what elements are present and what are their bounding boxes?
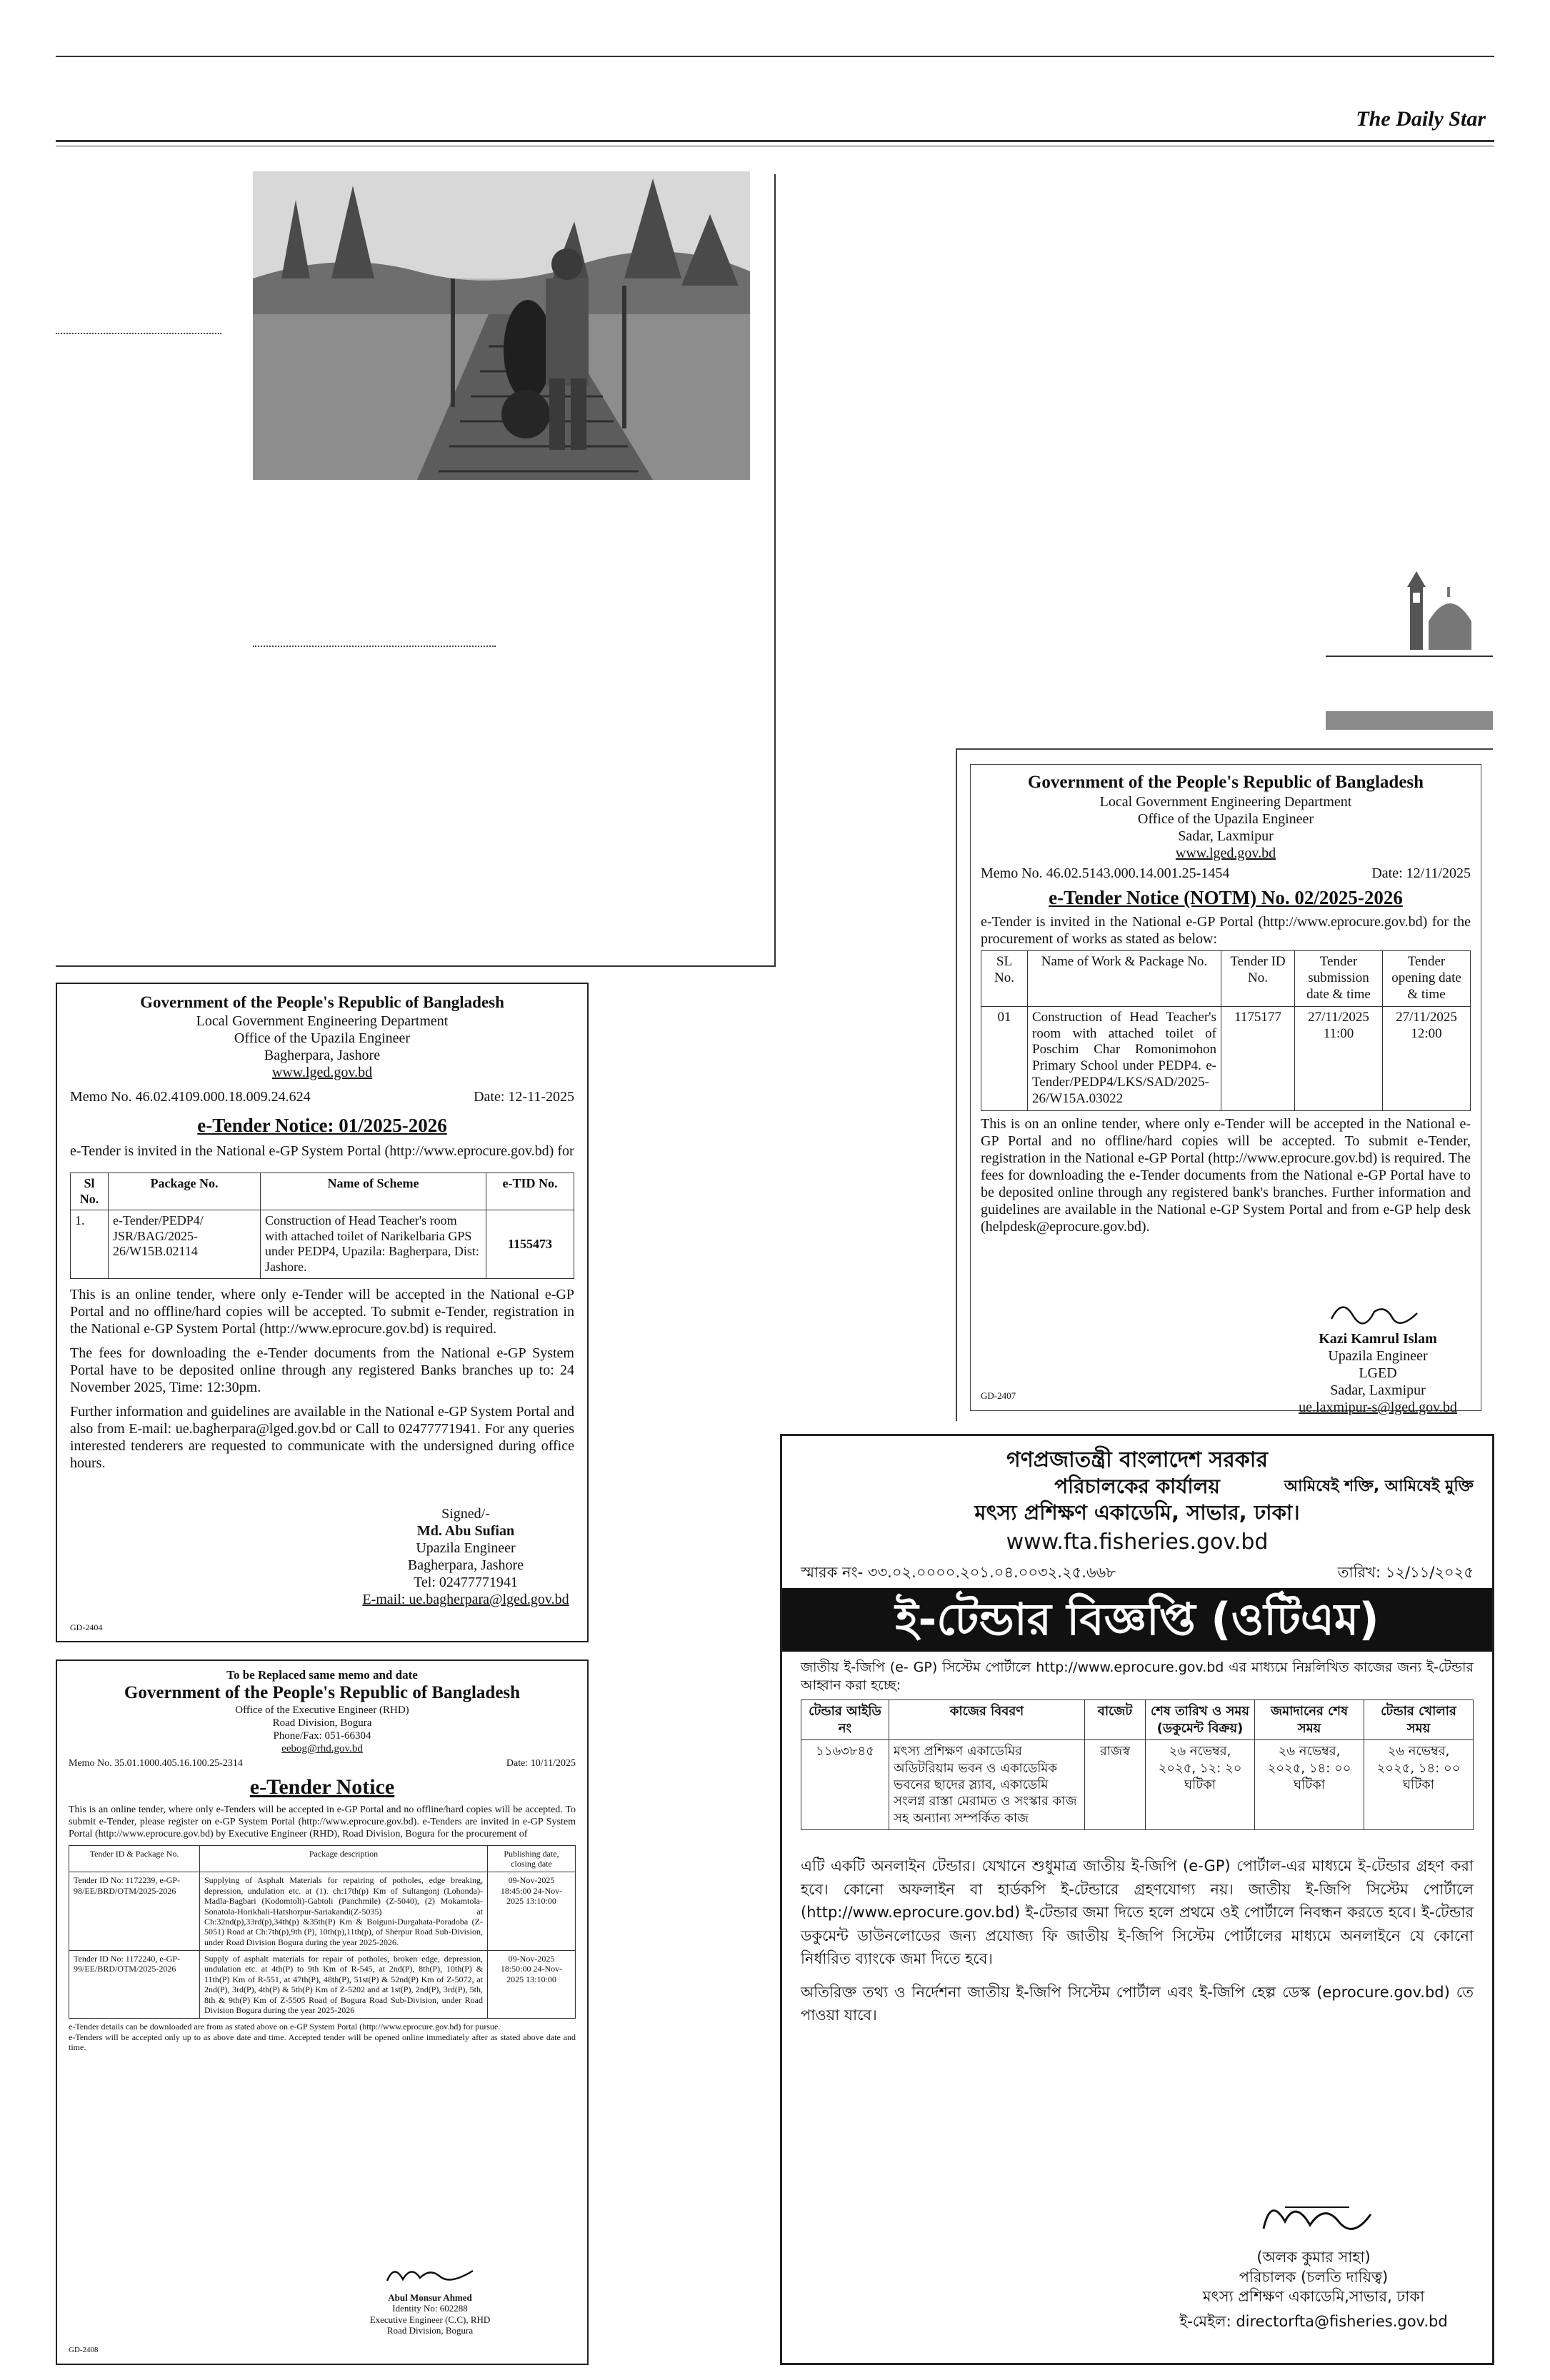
bangla-gov: গণপ্রজাতন্ত্রী বাংলাদেশ সরকার: [1006, 1447, 1268, 1472]
bangla-th-id: টেন্ডার আইডি নং: [801, 1700, 889, 1740]
table-row: [69, 1872, 576, 1951]
bangla-p2: অতিরিক্ত তথ্য ও নির্দেশনা জাতীয় ই-জিপি সিস্টেম পোর্টাল এবং ই-জিপি হেল্প ডেস্ক (eprocure.gov.bd) তে পাওয়া যাবে।: [801, 1983, 1474, 2024]
bogura-cell-desc-1: Supplying of Asphalt Materials for repairing of potholes, edge breaking, depression, undulation etc. at (1). ch:17th(p) Km of Sultangonj (Lohonda)-Madla-Bagbari (Kodomtoli)-Gabtoli (Panchmile) (Z-5040), (2) Mokamtola-Sonatola-Horikhali-Hatshorpur-Sariakandi(Z-5035) at Ch:32nd(p),33rd(p),34th(p) &35th(P) Km & Boiguni-Durgahata-Poradoba (Z-5051) Road at Ch:7th(p),9th (P), 10th(p),11th(p), of Sherpur Road Sub-Division, under Road Division Bogura during the year 2025-2026.: [200, 1872, 488, 1951]
bogura-date: Date: 10/11/2025: [506, 1758, 576, 1769]
laxmipur-sign-title: Upazila Engineer: [1328, 1348, 1428, 1364]
fisheries-academy-notice: [780, 1434, 1494, 2365]
jashore-date: Date: 12-11-2025: [474, 1088, 574, 1105]
bogura-code: GD-2408: [69, 2345, 99, 2354]
laxmipur-office: Office of the Upazila Engineer: [1137, 811, 1314, 827]
jashore-notice: [56, 983, 589, 1642]
bangla-banner: ই-টেন্ডার বিজ্ঞপ্তি (ওটিএম): [782, 1588, 1492, 1652]
bogura-phone: Phone/Fax: 051-66304: [273, 1730, 371, 1742]
jashore-cell-tid: 1155473: [486, 1210, 574, 1278]
bogura-tender-table: [69, 1845, 576, 2019]
laxmipur-web-link[interactable]: www.lged.gov.bd: [1175, 845, 1276, 861]
masthead-logo: The Daily Star: [1356, 107, 1486, 131]
bogura-sign-title: Executive Engineer (C.C), RHD: [369, 2314, 491, 2325]
bangla-th-budget: বাজেট: [1085, 1700, 1146, 1740]
bangla-cell-submit: ২৬ নভেম্বর, ২০২৫, ১৪: ০০ ঘটিকা: [1255, 1740, 1364, 1830]
laxmipur-cell-work: Construction of Head Teacher's room with attached toilet of Poschim Char Romonimohon Primary School under PEDP4. e-Tender/PEDP4/LKS/SAD/2025-26/W15A.03022: [1028, 1006, 1221, 1110]
table-row: [69, 1951, 576, 2019]
bogura-cell-id-2: Tender ID No: 1172240, e-GP-99/EE/BRD/OTM/2025-2026: [69, 1951, 200, 2019]
bangla-tender-table: [801, 1699, 1474, 1830]
jashore-th-tid: e-TID No.: [486, 1173, 574, 1210]
bangla-memo: স্মারক নং- ৩৩.০২.০০০০.২০১.০৪.০০৩২.২৫.৬৬৮: [801, 1564, 1116, 1582]
laxmipur-sign-org: LGED: [1359, 1365, 1397, 1381]
laxmipur-date: Date: 12/11/2025: [1371, 865, 1471, 881]
laxmipur-cell-open: 27/11/2025 12:00: [1383, 1006, 1471, 1110]
bangla-academy: মৎস্য প্রশিক্ষণ একাডেমি, সাভার, ঢাকা।: [974, 1500, 1300, 1525]
jashore-sign-title: Upazila Engineer: [416, 1540, 516, 1556]
bangla-cell-id: ১১৬৩৮৪৫: [801, 1740, 889, 1830]
bangla-th-open: টেন্ডার খোলার সময়: [1364, 1700, 1474, 1740]
laxmipur-sign-name: Kazi Kamrul Islam: [1319, 1331, 1437, 1347]
bogura-cell-date-2: 09-Nov-2025 18:50:00 24-Nov-2025 13:10:00: [488, 1951, 576, 2019]
laxmipur-dept: Local Government Engineering Department: [1099, 794, 1352, 810]
bogura-sign-division: Road Division, Bogura: [386, 2325, 474, 2336]
bangla-web[interactable]: www.fta.fisheries.gov.bd: [1006, 1530, 1269, 1555]
jashore-code: GD-2404: [70, 1622, 103, 1632]
bangla-th-sale: শেষ তারিখ ও সময় (ডকুমেন্ট বিক্রয়): [1146, 1700, 1255, 1740]
bogura-notice: [56, 1660, 589, 2365]
bogura-cell-id-1: Tender ID No: 1172239, e-GP-98/EE/BRD/OTM/2025-2026: [69, 1872, 200, 1951]
bogura-memo: Memo No. 35.01.1000.405.16.100.25-2314: [69, 1758, 243, 1769]
header-rule-1: [56, 140, 1494, 142]
jashore-sign-email[interactable]: E-mail: ue.bagherpara@lged.gov.bd: [362, 1592, 569, 1607]
bogura-gov: Government of the People's Republic of Bangladesh: [124, 1683, 521, 1703]
bogura-cell-desc-2: Supply of asphalt materials for repair of potholes, broken edge, depression, undulation etc. at 4th(P) to 9th Km of R-545, at 2nd(P), 8th(P), 10th(P) & 11th(P) Km of R-551, at 47th(P), 48th(P), 51st(P) & 52nd(P) Km of Z-5072, at 2nd(P), 3rd(P), 4th(P) & 5th(P) Km of Z-5202 and at 1st(P), 2nd(P), 3rd(P), 5th, 8th & 9th(P) Km of Z-5505 Road of Bogura Road Sub-Division, under Road Division Bogura during the year 2025-2026: [200, 1951, 488, 2019]
bogura-th-id: Tender ID & Package No.: [69, 1845, 200, 1872]
laxmipur-sign-email[interactable]: ue.laxmipur-s@lged.gov.bd: [1299, 1400, 1457, 1415]
bangla-slogan: আমিষেই শক্তি, আমিষেই মুক্তি: [1284, 1477, 1474, 1495]
bangla-sign-title: পরিচালক (চলতি দায়িত্ব): [1239, 2268, 1389, 2286]
laxmipur-th-sl: SL No.: [981, 951, 1028, 1006]
jashore-sign-name: Md. Abu Sufian: [416, 1523, 515, 1539]
bogura-footnote-2: e-Tenders will be accepted only up to as above date and time. Accepted tender will be opened online immediately after as stated above date and time.: [69, 2032, 576, 2053]
mosque-icon: [1400, 571, 1479, 650]
laxmipur-notice: [956, 748, 1493, 1421]
column-rule-horizontal: [56, 965, 776, 967]
jashore-memo: Memo No. 46.02.4109.000.18.009.24.624: [70, 1088, 311, 1105]
bangla-cell-desc: মৎস্য প্রশিক্ষণ একাডেমির অডিটরিয়াম ভবন ও একাডেমিক ভবনের ছাদের স্ল্যাব, একাডেমি সংলগ্ন রাস্তা মেরামত ও সংস্কার কাজ সহ অন্যান্য সম্পর্কিত কাজ: [889, 1740, 1085, 1830]
jashore-th-scheme: Name of Scheme: [261, 1173, 486, 1210]
laxmipur-cell-sl: 01: [981, 1006, 1028, 1110]
laxmipur-signature-icon: [1324, 1297, 1431, 1326]
bangla-cell-sale: ২৬ নভেম্বর, ২০২৫, ১২: ২০ ঘটিকা: [1146, 1740, 1255, 1830]
bangla-date: তারিখ: ১২/১১/২০২৫: [1337, 1564, 1474, 1582]
bamboo-bridge-motorcycle-image: [253, 171, 750, 480]
bangla-signature-icon: [1242, 2193, 1385, 2243]
bangla-sign-email[interactable]: ই-মেইল: directorfta@fisheries.gov.bd: [1179, 2313, 1448, 2331]
news-photo: [253, 171, 750, 480]
jashore-title: e-Tender Notice: 01/2025-2026: [197, 1114, 447, 1136]
bogura-signature-icon: [380, 2261, 480, 2289]
bangla-office: পরিচালকের কার্যালয়: [1054, 1475, 1220, 1498]
laxmipur-signature-block: [1285, 1297, 1471, 1416]
laxmipur-place: Sadar, Laxmipur: [1178, 828, 1274, 844]
laxmipur-th-submit: Tender submission date & time: [1295, 951, 1383, 1006]
bogura-th-desc: Package description: [200, 1845, 488, 1872]
bogura-th-date: Publishing date, closing date: [488, 1845, 576, 1872]
jashore-th-package: Package No.: [109, 1173, 261, 1210]
jashore-place: Bagherpara, Jashore: [264, 1047, 381, 1063]
bogura-title: e-Tender Notice: [249, 1775, 395, 1799]
bangla-sign-org: মৎস্য প্রশিক্ষণ একাডেমি,সাভার, ঢাকা: [1202, 2287, 1425, 2305]
bogura-division: Road Division, Bogura: [272, 1717, 372, 1729]
bogura-office: Office of the Executive Engineer (RHD): [235, 1704, 409, 1717]
bangla-cell-open: ২৬ নভেম্বর, ২০২৫, ১৪: ০০ ঘটিকা: [1364, 1740, 1474, 1830]
jashore-cell-package: e-Tender/PEDP4/ JSR/BAG/2025-26/W15B.02114: [109, 1210, 261, 1278]
bogura-sign-id: Identity No: 602288: [392, 2303, 468, 2314]
bogura-email-link[interactable]: eebog@rhd.gov.bd: [281, 1743, 363, 1755]
laxmipur-cell-submit: 27/11/2025 11:00: [1295, 1006, 1383, 1110]
laxmipur-intro: e-Tender is invited in the National e-GP Portal (http://www.eprocure.gov.bd) for the procurement of works as stated as below:: [981, 914, 1471, 948]
bogura-footnote-1: e-Tender details can be downloaded are from as stated above on e-GP System Portal (http://www.eprocure.gov.bd) for pursue.: [69, 2022, 501, 2032]
left-dotted-rule: [56, 333, 221, 334]
laxmipur-title: e-Tender Notice (NOTM) No. 02/2025-2026: [1049, 887, 1403, 908]
laxmipur-sign-place: Sadar, Laxmipur: [1330, 1382, 1426, 1398]
laxmipur-th-work: Name of Work & Package No.: [1028, 951, 1221, 1006]
jashore-sign-place: Bagherpara, Jashore: [407, 1557, 524, 1573]
right-grey-bar: [1326, 711, 1493, 730]
jashore-p2: The fees for downloading the e-Tender documents from the National e-GP System Portal have to be deposited online through any registered Banks branches up to: 24 November 2025, Time: 12:30pm.: [70, 1345, 574, 1395]
jashore-cell-scheme: Construction of Head Teacher's room with attached toilet of Narikelbaria GPS under PEDP4, Upazila: Bagherpara, Dist: Jashore.: [261, 1210, 486, 1278]
jashore-tender-table: [70, 1173, 574, 1279]
jashore-intro: e-Tender is invited in the National e-GP System Portal (http://www.eprocure.gov.bd) for: [70, 1143, 574, 1159]
column-rule-vertical: [774, 174, 776, 967]
jashore-th-sl: Sl No.: [71, 1173, 109, 1210]
top-rule: [56, 56, 1494, 57]
bangla-p1: এটি একটি অনলাইন টেন্ডার। যেখানে শুধুমাত্র জাতীয় ই-জিপি (e-GP) পোর্টাল-এর মাধ্যমে ই-টেন্ডার গ্রহণ করা হবে। কোনো অফলাইন বা হার্ডকপি ই-টেন্ডারে গ্রহণযোগ্য নয়। জাতীয় ই-জিপি সিস্টেম পোর্টালে (http://www.eprocure.gov.bd) ই-টেন্ডার জমা দিতে হলে প্রথমে ওই পোর্টালে নিবন্ধন করতে হবে। ই-টেন্ডার ডকুমেন্ট ডাউনলোডের জন্য প্রযোজ্য ফি জাতীয় ই-জিপি সিস্টেম পোর্টালের মাধ্যমে অনলাইনে যে কোনো নির্ধারিত ব্যাংকে জমা দিতে হবে।: [801, 1857, 1474, 1968]
jashore-sign-pre: Signed/-: [441, 1506, 490, 1522]
laxmipur-code: GD-2407: [981, 1390, 1016, 1402]
jashore-signature-block: [359, 1505, 573, 1608]
jashore-p1: This is an online tender, where only e-Tender will be accepted in the National e-GP Portal and no offline/hard copies will be accepted. To submit e-Tender, registration in the National e-GP System Portal (http://www.eprocure.gov.bd) is required.: [70, 1286, 574, 1337]
bangla-th-desc: কাজের বিবরণ: [889, 1700, 1085, 1740]
jashore-office: Office of the Upazila Engineer: [234, 1030, 411, 1046]
jashore-gov: Government of the People's Republic of Bangladesh: [140, 993, 504, 1011]
bangla-th-submit: জমাদানের শেষ সময়: [1255, 1700, 1364, 1740]
bogura-sign-name: Abul Monsur Ahmed: [388, 2291, 472, 2303]
bangla-intro: জাতীয় ই-জিপি (e- GP) সিস্টেম পোর্টালে http://www.eprocure.gov.bd এর মাধ্যমে নিম্নলিখিত কাজের জন্য ই-টেন্ডার আহ্বান করা হচ্ছে:: [801, 1659, 1474, 1693]
laxmipur-th-id: Tender ID No.: [1221, 951, 1295, 1006]
right-rule-1: [1326, 656, 1493, 657]
laxmipur-body: This is on an online tender, where only e-Tender will be accepted in the National e-GP Portal and no offline/hard copies will be accepted. To submit e-Tender, registration in the National e-GP Portal (http://www.eprocure.gov.bd) is required. The fees for downloading the e-Tender documents from the National e-GP Portal have to be deposited online through any registered bank's branches. Further information and guidelines are available in the National e-GP System Portal and from e-GP help desk (helpdesk@eprocure.gov.bd).: [981, 1115, 1471, 1235]
jashore-p3: Further information and guidelines are available in the National e-GP System Portal and also from E-mail: ue.bagherpara@lged.gov.bd or Call to 02477771941. For any queries interested tenderers are requested to communicate with the undersigned during office hours.: [70, 1403, 574, 1471]
bogura-signature-block: [337, 2261, 523, 2336]
laxmipur-memo: Memo No. 46.02.5143.000.14.001.25-1454: [981, 865, 1230, 881]
bogura-top-note: To be Replaced same memo and date: [226, 1668, 418, 1682]
laxmipur-th-open: Tender opening date & time: [1383, 951, 1471, 1006]
jashore-web-link[interactable]: www.lged.gov.bd: [271, 1064, 373, 1080]
jashore-dept: Local Government Engineering Department: [196, 1013, 449, 1029]
bangla-signature-block: [1164, 2193, 1464, 2331]
laxmipur-cell-id: 1175177: [1221, 1006, 1295, 1110]
jashore-cell-sl: 1.: [71, 1210, 109, 1278]
laxmipur-tender-table: [981, 950, 1471, 1110]
photo-caption-rule: [253, 646, 496, 647]
laxmipur-gov: Government of the People's Republic of Bangladesh: [1027, 773, 1424, 792]
bangla-sign-name: (অলক কুমার সাহা): [1256, 2249, 1371, 2266]
laxmipur-notice-inner: [970, 764, 1481, 1415]
bangla-cell-budget: রাজস্ব: [1085, 1740, 1146, 1830]
bogura-intro: This is an online tender, where only e-Tenders will be accepted in e-GP Portal and no offline/hard copies will be accepted. To submit e-Tender, please register on e-GP System Portal (http://www.eprocure.gov.bd). e-Tenders are invited in e-GP System Portal (http://www.eprocure.gov.bd) by Executive Engineer (RHD), Road Division, Bogura for the procurement of: [69, 1804, 576, 1839]
bogura-cell-date-1: 09-Nov-2025 18:45:00 24-Nov-2025 13:10:00: [488, 1872, 576, 1951]
jashore-sign-tel: Tel: 02477771941: [414, 1575, 518, 1590]
